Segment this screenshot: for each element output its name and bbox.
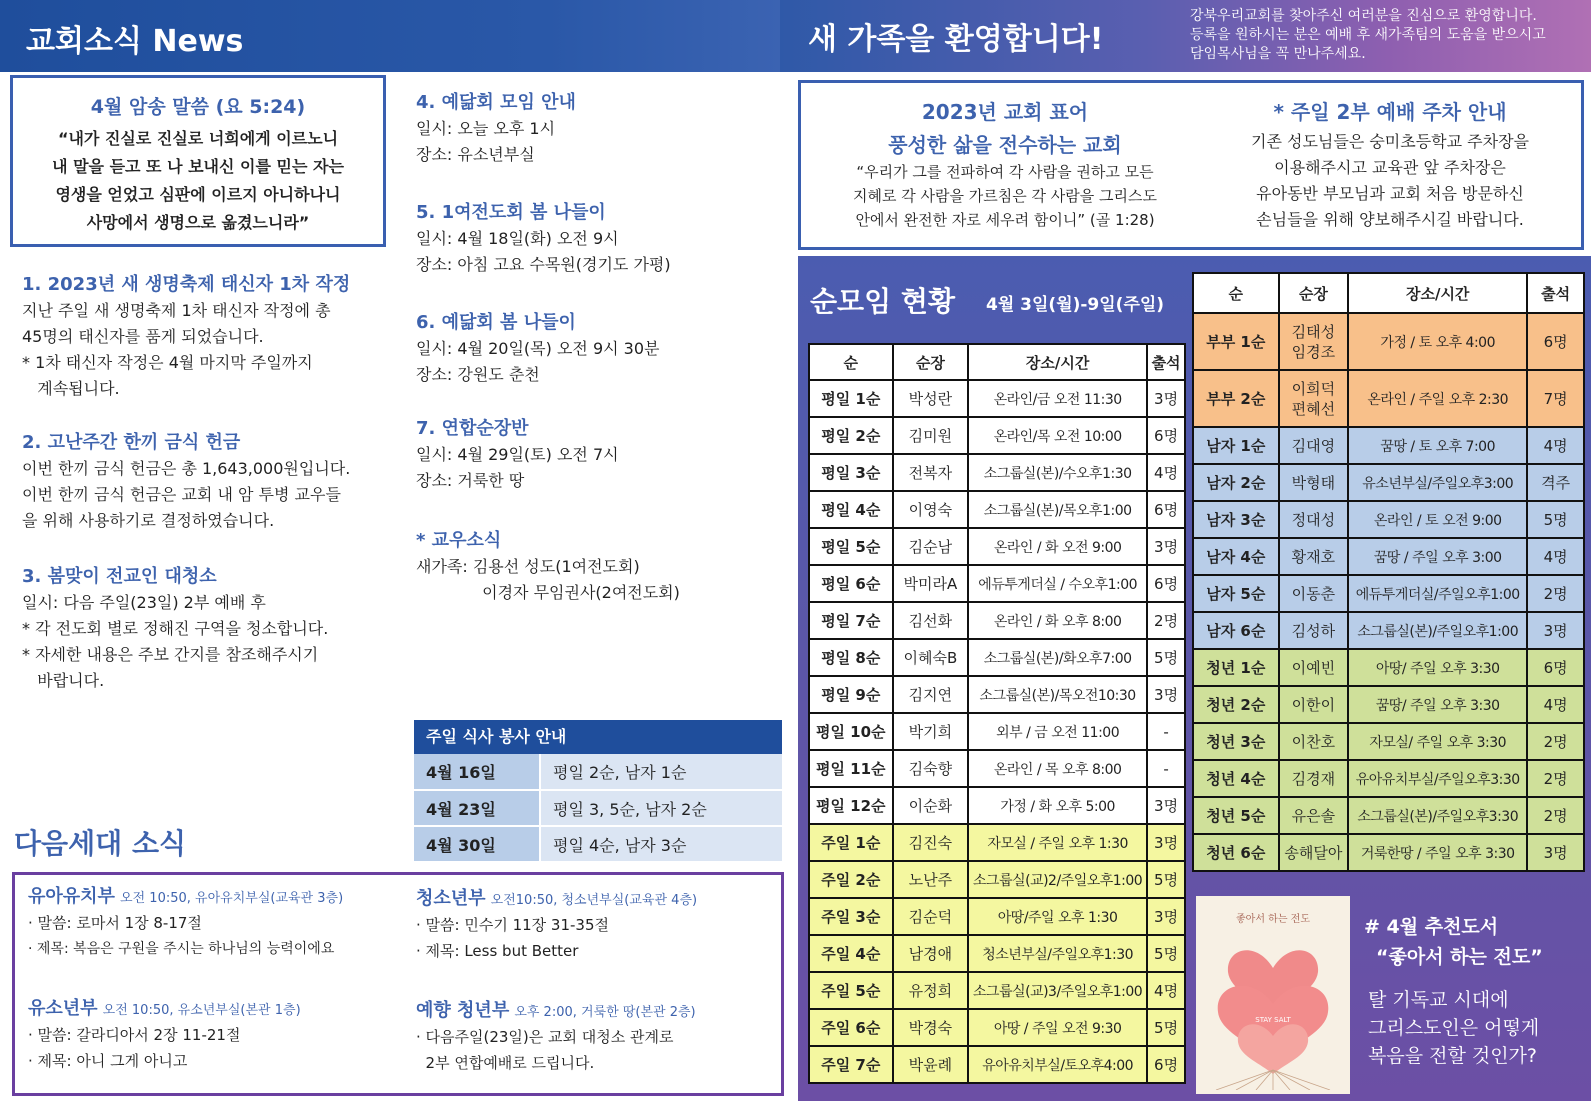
place-time-cell: 소그룹실(본)/주일오후3:30 bbox=[1348, 797, 1527, 834]
meal-date: 4월 16일 bbox=[414, 754, 540, 790]
parking-line: 손님들을 위해 양보해주시길 바랍니다. bbox=[1256, 210, 1524, 229]
group-name-cell: 남자 4순 bbox=[1193, 538, 1279, 575]
attendance-cell: 6명 bbox=[1147, 565, 1185, 602]
group-row bbox=[809, 713, 1185, 750]
next-gen-block bbox=[416, 996, 776, 1076]
attendance-cell: 2명 bbox=[1527, 723, 1584, 760]
attendance-cell: 3명 bbox=[1147, 824, 1185, 861]
place-time-cell: 소그룹실(본)/수오후1:30 bbox=[968, 454, 1147, 491]
place-time-cell: 유아유치부실/주일오후3:30 bbox=[1348, 760, 1527, 797]
news-title: 3. 봄맞이 전교인 대청소 bbox=[22, 566, 217, 587]
attendance-cell: 6명 bbox=[1147, 417, 1185, 454]
motto-title: 2023년 교회 표어 bbox=[921, 100, 1089, 124]
meal-date: 4월 23일 bbox=[414, 790, 540, 826]
dept-info: 오후 2:00, 거룩한 땅(본관 2층) bbox=[514, 1005, 696, 1020]
group-name-cell: 주일 2순 bbox=[809, 861, 893, 898]
group-name-cell: 평일 10순 bbox=[809, 713, 893, 750]
news-line: 장소: 거룩한 땅 bbox=[416, 471, 525, 490]
church-motto bbox=[810, 96, 1200, 232]
group-name-cell: 부부 2순 bbox=[1193, 370, 1279, 427]
group-name-cell: 청년 1순 bbox=[1193, 649, 1279, 686]
group-name-cell: 주일 7순 bbox=[809, 1046, 893, 1083]
leader-cell: 송해달아 bbox=[1279, 834, 1349, 871]
group-row bbox=[809, 1009, 1185, 1046]
attendance-cell: - bbox=[1147, 750, 1185, 787]
group-name-cell: 청년 3순 bbox=[1193, 723, 1279, 760]
news-item-4 bbox=[416, 88, 786, 168]
group-name-cell: 평일 8순 bbox=[809, 639, 893, 676]
news-line: 장소: 강원도 춘천 bbox=[416, 365, 540, 384]
parking-line: 기존 성도님들은 숭미초등학교 주차장을 bbox=[1250, 132, 1529, 151]
group-row bbox=[1193, 464, 1584, 501]
place-time-cell: 꿈땅/ 주일 오후 3:30 bbox=[1348, 686, 1527, 723]
news-item-5 bbox=[416, 198, 786, 278]
group-row bbox=[809, 1046, 1185, 1083]
group-name-cell: 평일 11순 bbox=[809, 750, 893, 787]
leader-cell: 김진숙 bbox=[893, 824, 969, 861]
dept-name: 예향 청년부 bbox=[416, 1000, 510, 1021]
group-row bbox=[809, 454, 1185, 491]
leader-cell: 이한이 bbox=[1279, 686, 1349, 723]
place-time-cell: 아땅/ 주일 오후 3:30 bbox=[1348, 649, 1527, 686]
group-table-weekday-sunday bbox=[808, 343, 1186, 1084]
leader-cell: 정대성 bbox=[1279, 501, 1349, 538]
leader-cell: 김순남 bbox=[893, 528, 969, 565]
attendance-cell: 3명 bbox=[1147, 528, 1185, 565]
group-name-cell: 주일 6순 bbox=[809, 1009, 893, 1046]
group-row bbox=[1193, 313, 1584, 370]
group-row bbox=[809, 639, 1185, 676]
attendance-cell: 4명 bbox=[1527, 427, 1584, 464]
group-name-cell: 평일 2순 bbox=[809, 417, 893, 454]
dept-line: · 제목: 복음은 구원을 주시는 하나님의 능력이에요 bbox=[28, 941, 335, 957]
meal-groups: 평일 4순, 남자 3순 bbox=[540, 826, 782, 862]
group-row bbox=[809, 935, 1185, 972]
place-time-cell: 온라인/금 오전 11:30 bbox=[968, 380, 1147, 417]
attendance-cell: 6명 bbox=[1527, 313, 1584, 370]
news-line: * 1차 태신자 작정은 4월 마지막 주일까지 bbox=[22, 353, 313, 372]
group-name-cell: 남자 5순 bbox=[1193, 575, 1279, 612]
book-heading: # 4월 추천도서 bbox=[1364, 916, 1499, 938]
book-line: 탈 기독교 시대에 bbox=[1368, 989, 1509, 1011]
news-title: 4. 예닮회 모임 안내 bbox=[416, 92, 576, 113]
place-time-cell: 소그룹실(본)/목오후1:00 bbox=[968, 491, 1147, 528]
book-cover-subtitle: STAY SALT bbox=[1255, 1016, 1291, 1024]
leader-cell: 박경숙 bbox=[893, 1009, 969, 1046]
book-description bbox=[1368, 986, 1539, 1070]
news-item-members bbox=[416, 526, 786, 606]
welcome-line: 등록을 원하시는 분은 예배 후 새가족팀의 도움을 받으시고 bbox=[1190, 27, 1546, 43]
leader-cell: 노난주 bbox=[893, 861, 969, 898]
group-name-cell: 청년 4순 bbox=[1193, 760, 1279, 797]
leader-cell: 이혜숙B bbox=[893, 639, 969, 676]
attendance-cell: 4명 bbox=[1527, 686, 1584, 723]
leader-cell: 김경재 bbox=[1279, 760, 1349, 797]
dept-info: 오전 10:50, 유아유치부실(교육관 3층) bbox=[120, 891, 344, 906]
attendance-cell: 2명 bbox=[1527, 575, 1584, 612]
news-line: 을 위해 사용하기로 결정하였습니다. bbox=[22, 511, 275, 530]
col-header: 장소/시간 bbox=[1348, 273, 1527, 313]
col-header: 순 bbox=[809, 344, 893, 380]
group-row bbox=[1193, 501, 1584, 538]
leader-cell: 황재호 bbox=[1279, 538, 1349, 575]
parking-line: 유아동반 부모님과 교회 처음 방문하신 bbox=[1256, 184, 1524, 203]
group-row bbox=[809, 676, 1185, 713]
news-item-1 bbox=[22, 270, 382, 402]
attendance-cell: 5명 bbox=[1147, 639, 1185, 676]
place-time-cell: 거룩한땅 / 주일 오후 3:30 bbox=[1348, 834, 1527, 871]
news-title: 7. 연합순장반 bbox=[416, 418, 529, 439]
group-name-cell: 남자 2순 bbox=[1193, 464, 1279, 501]
group-row bbox=[809, 565, 1185, 602]
news-line: 일시: 4월 29일(토) 오전 7시 bbox=[416, 445, 619, 464]
group-row bbox=[1193, 370, 1584, 427]
next-gen-block bbox=[28, 994, 408, 1074]
news-line: 장소: 아침 고요 수목원(경기도 가평) bbox=[416, 255, 671, 274]
book-line: 그리스도인은 어떻게 bbox=[1368, 1017, 1540, 1039]
book-title: “좋아서 하는 전도” bbox=[1376, 946, 1543, 968]
place-time-cell: 유소년부실/주일오후3:00 bbox=[1348, 464, 1527, 501]
group-name-cell: 평일 4순 bbox=[809, 491, 893, 528]
page-title-news: 교회소식 News bbox=[26, 24, 244, 59]
news-item-6 bbox=[416, 308, 786, 388]
leader-cell: 이동춘 bbox=[1279, 575, 1349, 612]
welcome-line: 담임목사님을 꼭 만나주세요. bbox=[1190, 46, 1366, 62]
group-name-cell: 남자 3순 bbox=[1193, 501, 1279, 538]
place-time-cell: 온라인 / 목 오후 8:00 bbox=[968, 750, 1147, 787]
heart-illustration-icon bbox=[1196, 920, 1350, 1090]
leader-cell: 박미라A bbox=[893, 565, 969, 602]
col-header: 출석 bbox=[1147, 344, 1185, 380]
book-cover-title: 좋아서 하는 전도 bbox=[1236, 914, 1310, 925]
leader-cell: 이찬호 bbox=[1279, 723, 1349, 760]
leader-cell: 김숙향 bbox=[893, 750, 969, 787]
place-time-cell: 아땅/주일 오후 1:30 bbox=[968, 898, 1147, 935]
leader-cell: 이희덕 편혜선 bbox=[1279, 370, 1349, 427]
dept-name: 청소년부 bbox=[416, 888, 486, 909]
place-time-cell: 가정 / 화 오후 5:00 bbox=[968, 787, 1147, 824]
leader-cell: 유정희 bbox=[893, 972, 969, 1009]
group-row bbox=[809, 528, 1185, 565]
welcome-line: 강북우리교회를 찾아주신 여러분을 진심으로 환영합니다. bbox=[1190, 8, 1537, 24]
verse-line: “내가 진실로 진실로 너희에게 이르노니 bbox=[57, 129, 339, 148]
next-gen-block bbox=[28, 882, 408, 962]
attendance-cell: 3명 bbox=[1147, 380, 1185, 417]
news-line: * 자세한 내용은 주보 간지를 참조해주시기 bbox=[22, 645, 319, 664]
leader-cell: 박형태 bbox=[1279, 464, 1349, 501]
book-cover bbox=[1196, 896, 1350, 1094]
leader-cell: 김선화 bbox=[893, 602, 969, 639]
place-time-cell: 소그룹실(교)2/주일오후1:00 bbox=[968, 861, 1147, 898]
news-title: 6. 예닮회 봄 나들이 bbox=[416, 312, 576, 333]
verse-line: 사망에서 생명으로 옮겼느니라” bbox=[86, 213, 310, 232]
leader-cell: 유은솔 bbox=[1279, 797, 1349, 834]
col-header: 순 bbox=[1193, 273, 1279, 313]
news-line: 이경자 무임권사(2여전도회) bbox=[416, 583, 680, 602]
leader-cell: 이예빈 bbox=[1279, 649, 1349, 686]
place-time-cell: 온라인 / 화 오전 9:00 bbox=[968, 528, 1147, 565]
news-item-2 bbox=[22, 428, 382, 534]
place-time-cell: 소그룹실(본)/화오후7:00 bbox=[968, 639, 1147, 676]
group-row bbox=[809, 491, 1185, 528]
attendance-cell: 2명 bbox=[1527, 760, 1584, 797]
welcome-note bbox=[1190, 7, 1585, 64]
next-gen-title: 다음세대 소식 bbox=[14, 827, 187, 860]
group-name-cell: 주일 3순 bbox=[809, 898, 893, 935]
group-name-cell: 평일 7순 bbox=[809, 602, 893, 639]
place-time-cell: 에듀투게더실 / 수오후1:00 bbox=[968, 565, 1147, 602]
leader-cell: 남경애 bbox=[893, 935, 969, 972]
attendance-cell: 5명 bbox=[1147, 935, 1185, 972]
leader-cell: 박성란 bbox=[893, 380, 969, 417]
place-time-cell: 가정 / 토 오후 4:00 bbox=[1348, 313, 1527, 370]
group-name-cell: 평일 12순 bbox=[809, 787, 893, 824]
news-line: 45명의 태신자를 품게 되었습니다. bbox=[22, 327, 264, 346]
dept-line: · 다음주일(23일)은 교회 대청소 관계로 bbox=[416, 1028, 674, 1046]
leader-cell: 김태성 임경조 bbox=[1279, 313, 1349, 370]
place-time-cell: 온라인 / 화 오후 8:00 bbox=[968, 602, 1147, 639]
group-row bbox=[1193, 538, 1584, 575]
group-row bbox=[1193, 612, 1584, 649]
place-time-cell: 소그룹실(본)/주일오후1:00 bbox=[1348, 612, 1527, 649]
memory-verse-text bbox=[13, 125, 383, 237]
leader-cell: 이순화 bbox=[893, 787, 969, 824]
group-row bbox=[1193, 760, 1584, 797]
meal-date: 4월 30일 bbox=[414, 826, 540, 862]
news-line: 일시: 오늘 오후 1시 bbox=[416, 119, 556, 138]
group-name-cell: 청년 5순 bbox=[1193, 797, 1279, 834]
attendance-cell: 6명 bbox=[1147, 1046, 1185, 1083]
place-time-cell: 외부 / 금 오전 11:00 bbox=[968, 713, 1147, 750]
attendance-cell: 6명 bbox=[1147, 491, 1185, 528]
col-header: 출석 bbox=[1527, 273, 1584, 313]
verse-line: 내 말을 듣고 또 나 보내신 이를 믿는 자는 bbox=[52, 157, 344, 176]
attendance-cell: 3명 bbox=[1527, 834, 1584, 871]
group-row bbox=[809, 750, 1185, 787]
place-time-cell: 자모실 / 주일 오후 1:30 bbox=[968, 824, 1147, 861]
dept-info: 오전 10:50, 유소년부실(본관 1층) bbox=[102, 1003, 301, 1018]
attendance-cell: 3명 bbox=[1147, 787, 1185, 824]
place-time-cell: 아땅 / 주일 오전 9:30 bbox=[968, 1009, 1147, 1046]
group-row bbox=[809, 824, 1185, 861]
group-name-cell: 남자 6순 bbox=[1193, 612, 1279, 649]
parking-notice bbox=[1200, 96, 1580, 233]
group-name-cell: 주일 4순 bbox=[809, 935, 893, 972]
dept-name: 유아유치부 bbox=[28, 886, 115, 907]
group-status-title: 순모임 현황 bbox=[810, 285, 955, 318]
group-name-cell: 평일 6순 bbox=[809, 565, 893, 602]
dept-line: · 제목: 아니 그게 아니고 bbox=[28, 1052, 188, 1070]
attendance-cell: 3명 bbox=[1147, 898, 1185, 935]
leader-cell: 박윤례 bbox=[893, 1046, 969, 1083]
news-line: 새가족: 김용선 성도(1여전도회) bbox=[416, 557, 640, 576]
attendance-cell: 6명 bbox=[1527, 649, 1584, 686]
attendance-cell: 5명 bbox=[1147, 1009, 1185, 1046]
news-line: 장소: 유소년부실 bbox=[416, 145, 535, 164]
meal-groups: 평일 2순, 남자 1순 bbox=[540, 754, 782, 790]
motto-subtitle: 풍성한 삶을 전수하는 교회 bbox=[888, 133, 1122, 157]
news-item-7 bbox=[416, 414, 786, 494]
place-time-cell: 청소년부실/주일오후1:30 bbox=[968, 935, 1147, 972]
motto-line: “우리가 그를 전파하여 각 사람을 권하고 모든 bbox=[856, 163, 1154, 181]
news-line: 이번 한끼 금식 헌금은 총 1,643,000원입니다. bbox=[22, 459, 351, 478]
place-time-cell: 자모실/ 주일 오후 3:30 bbox=[1348, 723, 1527, 760]
dept-line: · 말씀: 갈라디아서 2장 11-21절 bbox=[28, 1026, 241, 1044]
place-time-cell: 온라인 / 주일 오후 2:30 bbox=[1348, 370, 1527, 427]
news-line: 이번 한끼 금식 헌금은 교회 내 암 투병 교우들 bbox=[22, 485, 341, 504]
leader-cell: 김순덕 bbox=[893, 898, 969, 935]
attendance-cell: - bbox=[1147, 713, 1185, 750]
group-name-cell: 평일 3순 bbox=[809, 454, 893, 491]
leader-cell: 전복자 bbox=[893, 454, 969, 491]
leader-cell: 김성하 bbox=[1279, 612, 1349, 649]
attendance-cell: 2명 bbox=[1147, 602, 1185, 639]
verse-line: 영생을 얻었고 심판에 이르지 아니하나니 bbox=[55, 185, 341, 204]
group-row bbox=[809, 602, 1185, 639]
motto-line: 안에서 완전한 자로 세우려 함이니” (골 1:28) bbox=[855, 211, 1155, 229]
group-row bbox=[1193, 797, 1584, 834]
group-row bbox=[809, 898, 1185, 935]
group-name-cell: 부부 1순 bbox=[1193, 313, 1279, 370]
group-row bbox=[809, 417, 1185, 454]
place-time-cell: 소그룹실(교)3/주일오후1:00 bbox=[968, 972, 1147, 1009]
group-name-cell: 주일 5순 bbox=[809, 972, 893, 1009]
group-table-couple-men-youth bbox=[1192, 272, 1585, 872]
attendance-cell: 4명 bbox=[1527, 538, 1584, 575]
news-item-3 bbox=[22, 562, 382, 694]
group-status-dates: 4월 3일(월)-9일(주일) bbox=[986, 295, 1165, 315]
news-line: 지난 주일 새 생명축제 1차 태신자 작정에 총 bbox=[22, 301, 331, 320]
news-line: 일시: 4월 18일(화) 오전 9시 bbox=[416, 229, 619, 248]
news-title: * 교우소식 bbox=[416, 530, 502, 551]
group-row bbox=[1193, 834, 1584, 871]
group-row bbox=[809, 787, 1185, 824]
welcome-title: 새 가족을 환영합니다! bbox=[808, 22, 1104, 57]
news-line: 일시: 다음 주일(23일) 2부 예배 후 bbox=[22, 593, 266, 612]
attendance-cell: 3명 bbox=[1147, 676, 1185, 713]
group-name-cell: 남자 1순 bbox=[1193, 427, 1279, 464]
group-name-cell: 평일 9순 bbox=[809, 676, 893, 713]
news-line: 일시: 4월 20일(목) 오전 9시 30분 bbox=[416, 339, 660, 358]
meal-groups: 평일 3, 5순, 남자 2순 bbox=[540, 790, 782, 826]
news-line: 계속됩니다. bbox=[22, 379, 120, 398]
group-name-cell: 평일 5순 bbox=[809, 528, 893, 565]
leader-cell: 이영숙 bbox=[893, 491, 969, 528]
place-time-cell: 에듀투게더실/주일오후1:00 bbox=[1348, 575, 1527, 612]
meal-service-title: 주일 식사 봉사 안내 bbox=[414, 720, 782, 754]
book-line: 복음을 전할 것인가? bbox=[1368, 1045, 1537, 1067]
col-header: 순장 bbox=[893, 344, 969, 380]
parking-title: * 주일 2부 예배 주차 안내 bbox=[1273, 100, 1507, 124]
group-name-cell: 주일 1순 bbox=[809, 824, 893, 861]
attendance-cell: 4명 bbox=[1147, 454, 1185, 491]
place-time-cell: 꿈땅 / 토 오후 7:00 bbox=[1348, 427, 1527, 464]
memory-verse-title: 4월 암송 말씀 (요 5:24) bbox=[90, 96, 306, 118]
group-name-cell: 평일 1순 bbox=[809, 380, 893, 417]
group-row bbox=[1193, 649, 1584, 686]
group-row bbox=[809, 861, 1185, 898]
col-header: 장소/시간 bbox=[968, 344, 1147, 380]
news-title: 5. 1여전도회 봄 나들이 bbox=[416, 202, 606, 223]
dept-line: 2부 연합예배로 드립니다. bbox=[416, 1054, 595, 1072]
attendance-cell: 2명 bbox=[1527, 797, 1584, 834]
attendance-cell: 4명 bbox=[1147, 972, 1185, 1009]
dept-info: 오전10:50, 청소년부실(교육관 4층) bbox=[490, 893, 698, 908]
place-time-cell: 소그룹실(본)/목오전10:30 bbox=[968, 676, 1147, 713]
attendance-cell: 5명 bbox=[1527, 501, 1584, 538]
group-row bbox=[1193, 686, 1584, 723]
attendance-cell: 7명 bbox=[1527, 370, 1584, 427]
group-row bbox=[1193, 427, 1584, 464]
dept-line: · 말씀: 민수기 11장 31-35절 bbox=[416, 916, 609, 934]
col-header: 순장 bbox=[1279, 273, 1349, 313]
leader-cell: 박기희 bbox=[893, 713, 969, 750]
news-line: * 각 전도회 별로 정해진 구역을 청소합니다. bbox=[22, 619, 329, 638]
dept-line: · 말씀: 로마서 1장 8-17절 bbox=[28, 914, 202, 932]
dept-line: · 제목: Less but Better bbox=[416, 942, 579, 960]
place-time-cell: 온라인/목 오전 10:00 bbox=[968, 417, 1147, 454]
group-name-cell: 청년 2순 bbox=[1193, 686, 1279, 723]
dept-name: 유소년부 bbox=[28, 998, 98, 1019]
attendance-cell: 5명 bbox=[1147, 861, 1185, 898]
news-title: 2. 고난주간 한끼 금식 헌금 bbox=[22, 432, 241, 453]
motto-line: 지혜로 각 사람을 가르침은 각 사람을 그리스도 bbox=[853, 187, 1157, 205]
place-time-cell: 온라인 / 토 오전 9:00 bbox=[1348, 501, 1527, 538]
leader-cell: 김지연 bbox=[893, 676, 969, 713]
group-row bbox=[809, 972, 1185, 1009]
leader-cell: 김대영 bbox=[1279, 427, 1349, 464]
news-title: 1. 2023년 새 생명축제 태신자 1차 작정 bbox=[22, 274, 351, 295]
group-row bbox=[1193, 575, 1584, 612]
parking-line: 이용해주시고 교육관 앞 주차장은 bbox=[1274, 158, 1506, 177]
place-time-cell: 꿈땅 / 주일 오후 3:00 bbox=[1348, 538, 1527, 575]
attendance-cell: 3명 bbox=[1527, 612, 1584, 649]
group-row bbox=[1193, 723, 1584, 760]
place-time-cell: 유아유치부실/토오후4:00 bbox=[968, 1046, 1147, 1083]
news-line: 바랍니다. bbox=[22, 671, 105, 690]
group-name-cell: 청년 6순 bbox=[1193, 834, 1279, 871]
memory-verse-box bbox=[10, 75, 386, 247]
next-gen-block bbox=[416, 884, 776, 964]
meal-service-table bbox=[414, 720, 782, 863]
group-row bbox=[809, 380, 1185, 417]
attendance-cell: 격주 bbox=[1527, 464, 1584, 501]
leader-cell: 김미원 bbox=[893, 417, 969, 454]
